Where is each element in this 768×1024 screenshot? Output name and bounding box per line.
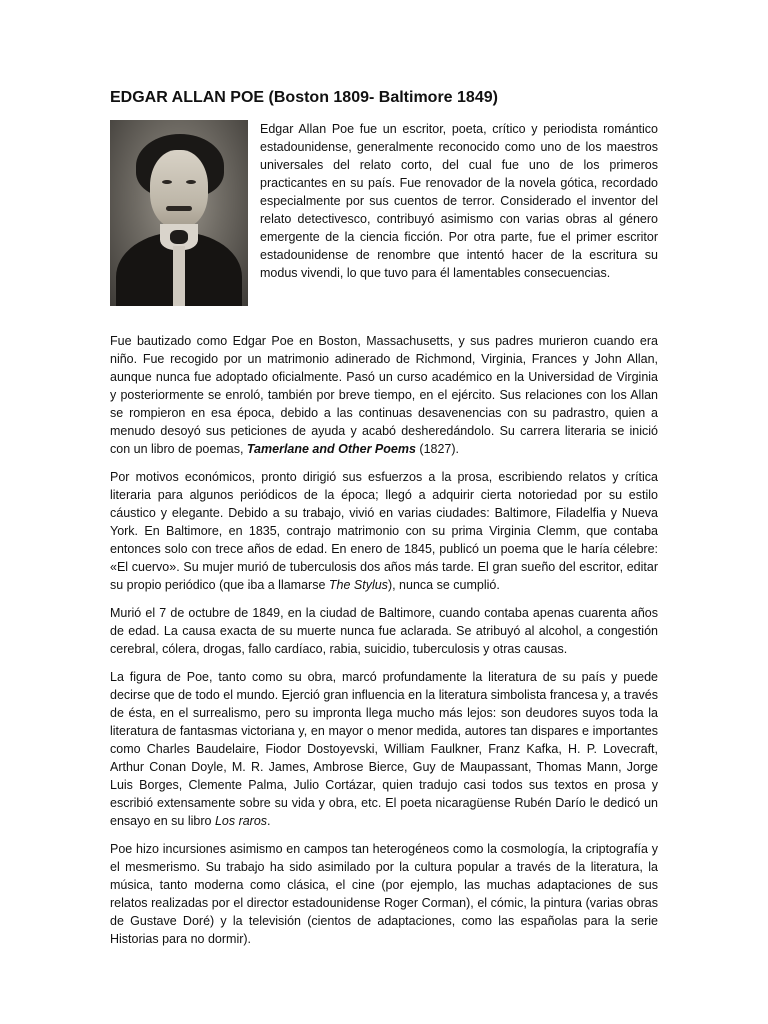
paragraph-death: Murió el 7 de octubre de 1849, en la ciudad de Baltimore, cuando contaba apenas cuarenta años de edad. La causa exacta de su muerte nunca fue aclarada. Se atribuyó al alcohol, a congestión cerebral, cólera, drogas, fallo cardíaco, rabia, suicidio, tuberculosis y otras causas. (110, 606, 658, 656)
portrait-image (110, 120, 248, 306)
paragraph-early-life-text: Fue bautizado como Edgar Poe en Boston, Massachusetts, y sus padres murieron cuando era niño. Fue recogido por un matrimonio adinerado de Richmond, Virginia, Frances y John Allan, aunque nunca fue adoptado oficialmente. Pasó un curso académico en la Universidad de Virginia y posteriormente se enroló, también por breve tiempo, en el ejército. Sus relaciones con los Allan se rompieron en esa época, debido a las continuas desavenencias con su padrastro, quien a menudo desoyó sus peticiones de ayuda y acabó desheredándolo. Su carrera literaria se inició con un libro de poemas, (110, 334, 658, 456)
portrait-tie (170, 230, 188, 244)
portrait-shirt (173, 246, 185, 306)
paragraph-influence-text: La figura de Poe, tanto como su obra, marcó profundamente la literatura de su país y puede decirse que de todo el mundo. Ejerció gran influencia en la literatura simbolista francesa y, a través de ésta, en el surrealismo, pero su impronta llega mucho más lejos: son deudores suyos toda la literatura de fantasmas victoriana y, en mayor o menor medida, autores tan dispares e importantes como Charles Baudelaire, Fiodor Dostoyevski, William Faulkner, Franz Kafka, H. P. Lovecraft, Arthur Conan Doyle, M. R. James, Ambrose Bierce, Guy de Maupassant, Thomas Mann, Jorge Luis Borges, Clemente Palma, Julio Cortázar, quien tradujo casi todos sus textos en prosa y escribió extensamente sobre su vida y obra, etc. El poeta nicaragüense Rubén Darío le dedicó un ensayo en su libro (110, 670, 658, 828)
portrait-right-eye (186, 180, 196, 184)
intro-text (260, 120, 658, 282)
journal-title-stylus: The Stylus (328, 578, 388, 592)
paragraph-career (110, 468, 658, 594)
paragraph-early-life (110, 332, 658, 458)
paragraph-career-end: ), nunca se cumplió. (387, 578, 500, 592)
portrait-left-eye (162, 180, 172, 184)
paragraph-early-life-end: (1827). (415, 442, 460, 456)
intro-section (110, 120, 658, 306)
book-title-los-raros: Los raros (214, 814, 268, 828)
page-title (110, 88, 658, 108)
portrait-face (150, 150, 208, 228)
paragraph-legacy: Poe hizo incursiones asimismo en campos tan heterogéneos como la cosmología, la criptografía y el mesmerismo. Su trabajo ha sido asimilado por la cultura popular a través de la literatura, la música, tanto moderna como clásica, el cine (por ejemplo, las muchas adaptaciones de sus relatos realizadas por el director estadounidense Roger Corman), el cómic, la pintura (varias obras de Gustave Doré) y la televisión (cientos de adaptaciones, como las españolas para la serie Historias para no dormir). (110, 842, 658, 946)
book-title-tamerlane: Tamerlane and Other Poems (246, 442, 416, 456)
paragraph-career-text: Por motivos económicos, pronto dirigió sus esfuerzos a la prosa, escribiendo relatos y crítica literaria para algunos periódicos de la época; llegó a adquirir cierta notoriedad por su estilo cáustico y elegante. Debido a su trabajo, vivió en varias ciudades: Baltimore, Filadelfia y Nueva York. En Baltimore, en 1835, contrajo matrimonio con su prima Virginia Clemm, que contaba entonces solo con trece años de edad. En enero de 1845, publicó un poema que le haría célebre: «El cuervo». Su mujer murió de tuberculosis dos años más tarde. El gran sueño del escritor, editar su propio periódico (que iba a llamarse (110, 470, 658, 592)
title-name: EDGAR ALLAN POE (110, 89, 265, 106)
intro-paragraph: Edgar Allan Poe fue un escritor, poeta, crítico y periodista romántico estadounidense, generalmente reconocido como uno de los maestros universales del relato corto, del cual fue uno de los primeros practicantes en su país. Fue renovador de la novela gótica, recordado especialmente por sus cuentos de terror. Considerado el inventor del relato detectivesco, contribuyó asimismo con varias obras al género emergente de la ciencia ficción. Por otra parte, fue el primer escritor estadounidense de renombre que intentó hacer de la escritura su modus vivendi, lo que tuvo para él lamentables consecuencias. (260, 122, 658, 280)
title-dates: (Boston 1809- Baltimore 1849) (268, 89, 498, 106)
paragraph-influence-end: . (267, 814, 271, 828)
portrait-mustache (166, 206, 192, 211)
paragraph-influence (110, 668, 658, 830)
